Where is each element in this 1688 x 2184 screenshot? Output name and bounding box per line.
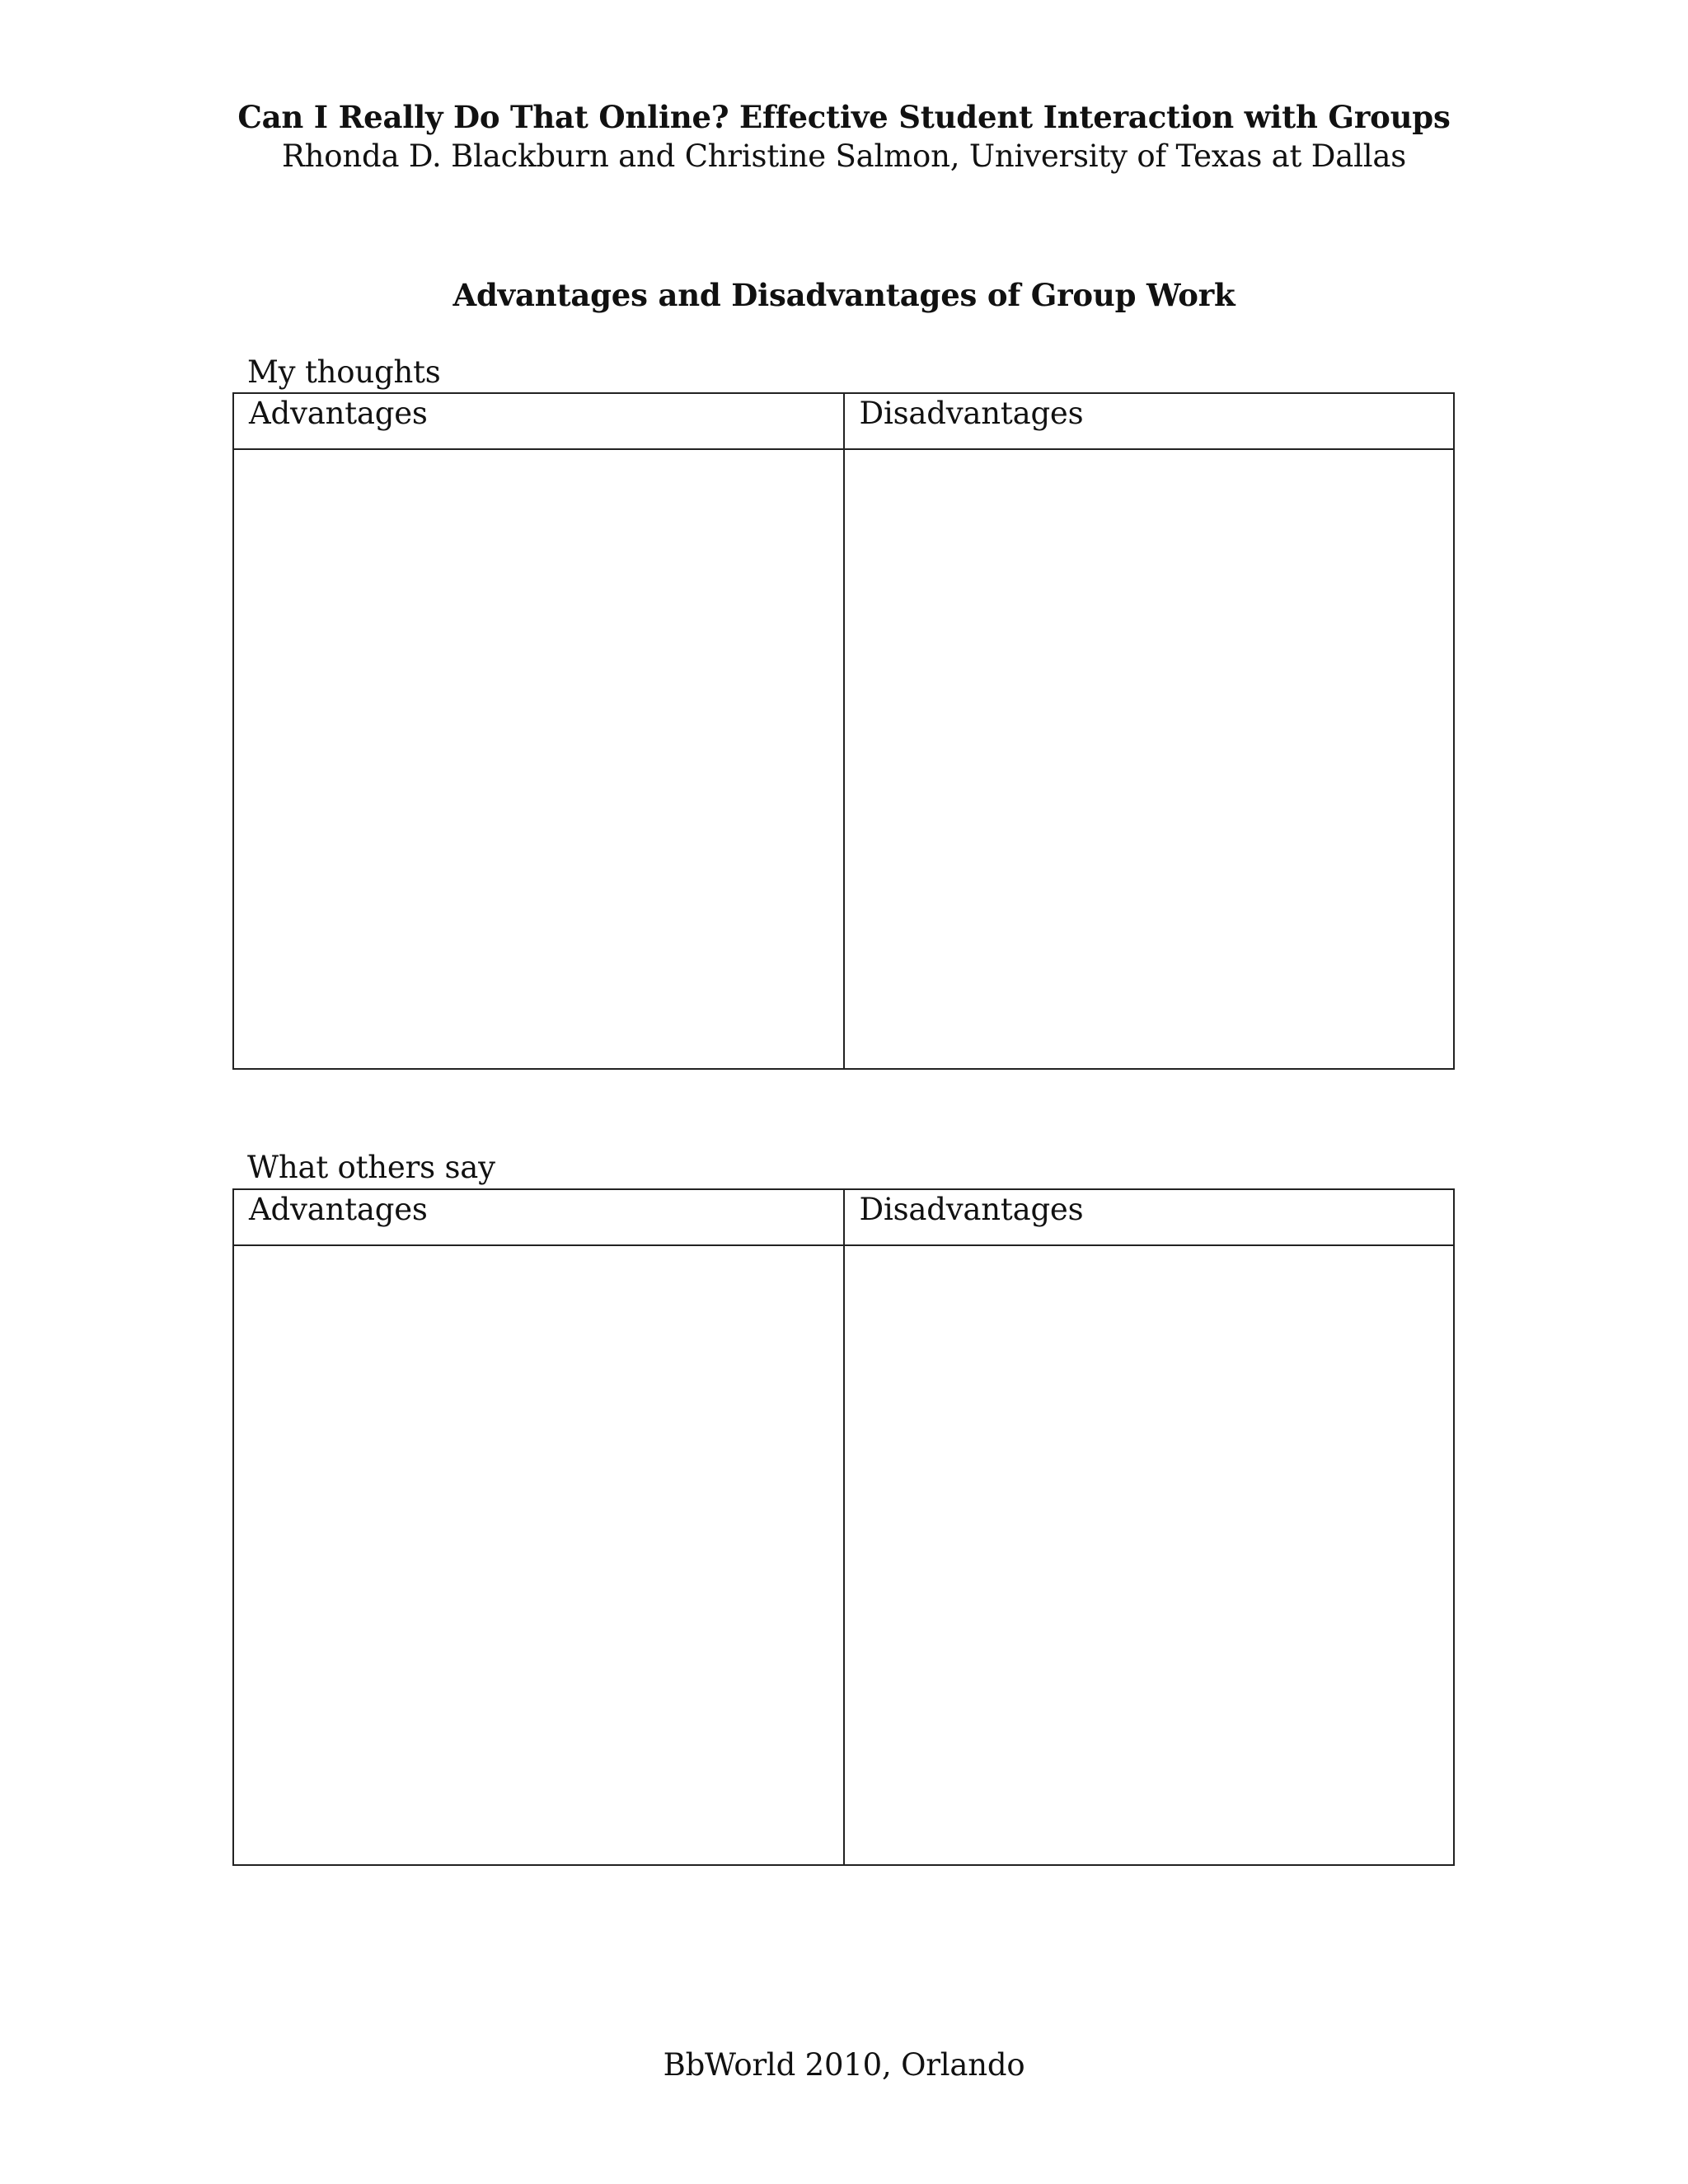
column-header-disadvantages — [844, 1189, 1455, 1245]
table-header-row — [233, 1189, 1454, 1245]
table-row — [233, 1245, 1454, 1865]
table-row — [233, 449, 1454, 1069]
advantages-cell — [233, 449, 844, 1069]
column-header-label: Disadvantages — [859, 1192, 1084, 1227]
column-header-advantages — [233, 1189, 844, 1245]
document-title: Can I Really Do That Online? Effective Student Interaction with Groups — [237, 99, 1451, 135]
document-header — [0, 97, 1688, 176]
table-label-what-others-say: What others say — [247, 1150, 495, 1185]
column-header-advantages — [233, 393, 844, 449]
what-others-say-table — [232, 1188, 1455, 1866]
disadvantages-cell — [844, 1245, 1455, 1865]
document-authors: Rhonda D. Blackburn and Christine Salmon, University of Texas at Dallas — [281, 138, 1407, 174]
disadvantages-cell — [844, 449, 1455, 1069]
column-header-label: Advantages — [249, 1192, 428, 1227]
column-header-label: Disadvantages — [859, 396, 1084, 431]
advantages-cell — [233, 1245, 844, 1865]
table-header-row — [233, 393, 1454, 449]
table-label-my-thoughts: My thoughts — [247, 354, 441, 390]
document-footer: BbWorld 2010, Orlando — [663, 2047, 1025, 2083]
section-heading: Advantages and Disadvantages of Group Work — [452, 277, 1236, 313]
my-thoughts-table — [232, 392, 1455, 1070]
column-header-label: Advantages — [249, 396, 428, 431]
column-header-disadvantages — [844, 393, 1455, 449]
